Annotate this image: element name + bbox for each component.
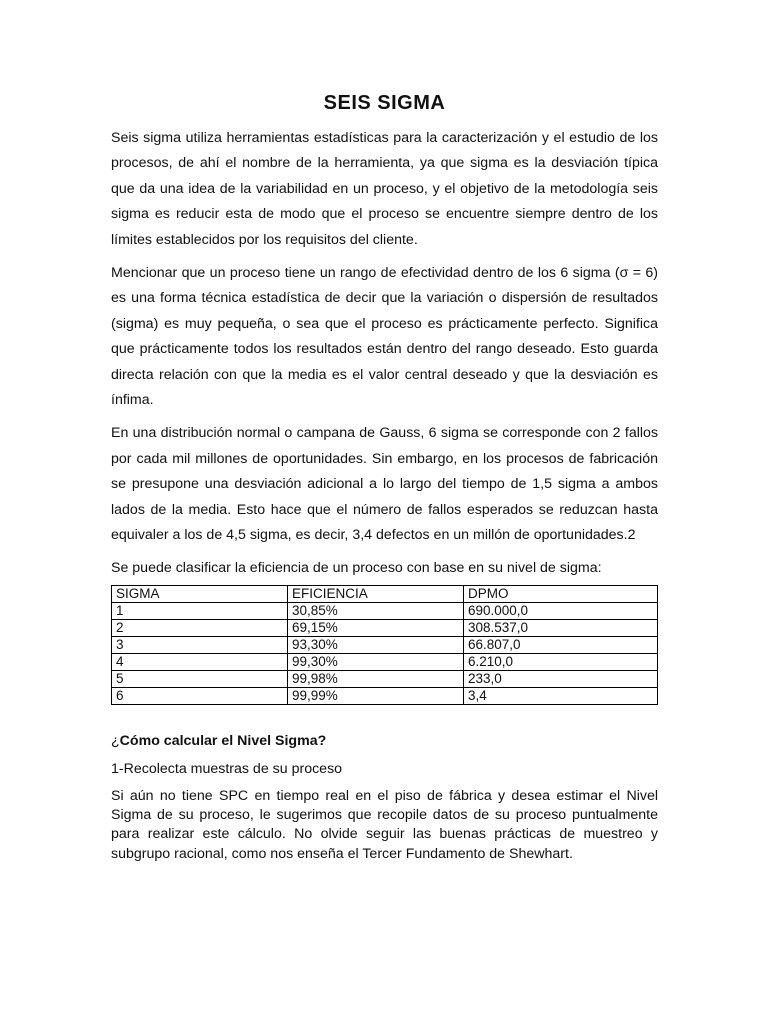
table-cell: 3 [112, 636, 288, 653]
paragraph-table-intro: Se puede clasificar la eficiencia de un proceso con base en su nivel de sigma: [111, 559, 602, 576]
step-heading: 1-Recolecta muestras de su proceso [111, 760, 343, 777]
table-header-cell: SIGMA [112, 585, 288, 602]
table-header-cell: EFICIENCIA [288, 585, 464, 602]
table-cell: 99,30% [288, 653, 464, 670]
table-row [112, 653, 658, 670]
table-header-row [112, 585, 658, 602]
table-cell: 6 [112, 687, 288, 704]
table-cell: 690.000,0 [464, 602, 658, 619]
table-header-cell: DPMO [464, 585, 658, 602]
table-cell: 6.210,0 [464, 653, 658, 670]
table-cell: 5 [112, 670, 288, 687]
table-cell: 233,0 [464, 670, 658, 687]
table-cell: 99,98% [288, 670, 464, 687]
table-cell: 66.807,0 [464, 636, 658, 653]
table-row [112, 636, 658, 653]
document-title: SEIS SIGMA [323, 92, 446, 114]
document-page [111, 0, 658, 878]
table-cell: 69,15% [288, 619, 464, 636]
table-cell: 1 [112, 602, 288, 619]
table-row [112, 619, 658, 636]
table-row [112, 670, 658, 687]
table-cell: 3,4 [464, 687, 658, 704]
table-cell: 30,85% [288, 602, 464, 619]
table-cell: 4 [112, 653, 288, 670]
table-cell: 93,30% [288, 636, 464, 653]
paragraph-spc: Si aún no tiene SPC en tiempo real en el piso de fábrica y desea estimar el Nivel Sigma de su proceso, le sugerimos que recopile datos de su proceso puntualmente para realizar este cálculo. No olvide seguir las buenas prácticas de muestreo y subgrupo racional, como nos enseña el Tercer Fundamento de Shewhart. [111, 787, 658, 862]
sigma-efficiency-table [111, 585, 658, 705]
paragraph-gauss-distribution: En una distribución normal o campana de Gauss, 6 sigma se corresponde con 2 fallos por cada mil millones de oportunidades. Sin embargo, en los procesos de fabricación se presupone una desviación adicional a lo largo del tiempo de 1,5 sigma a ambos lados de la media. Esto hace que el número de fallos esperados se reduzcan hasta equivaler a los de 4,5 sigma, es decir, 3,4 defectos en un millón de oportunidades.2 [111, 425, 658, 544]
table-cell: 99,99% [288, 687, 464, 704]
question-text: Cómo calcular el Nivel Sigma? [119, 732, 327, 749]
table-cell: 2 [112, 619, 288, 636]
paragraph-six-sigma-range: Mencionar que un proceso tiene un rango de efectividad dentro de los 6 sigma (σ = 6) es una forma técnica estadística de decir que la variación o dispersión de resultados (sigma) es muy pequeña, o sea que el proceso es prácticamente perfecto. Significa que prácticamente todos los resultados están dentro del rango deseado. Esto guarda directa relación con que la media es el valor central deseado y que la desviación es ínfima. [111, 265, 658, 409]
question-mark: ¿ [111, 732, 120, 749]
table-row [112, 687, 658, 704]
table-row [112, 602, 658, 619]
paragraph-intro: Seis sigma utiliza herramientas estadísticas para la caracterización y el estudio de los procesos, de ahí el nombre de la herramienta, ya que sigma es la desviación típica que da una idea de la variabilidad en un proceso, y el objetivo de la metodología seis sigma es reducir esta de modo que el proceso se encuentre siempre dentro de los límites establecidos por los requisitos del cliente. [111, 130, 658, 248]
table-cell: 308.537,0 [464, 619, 658, 636]
section-heading-question [111, 731, 658, 751]
